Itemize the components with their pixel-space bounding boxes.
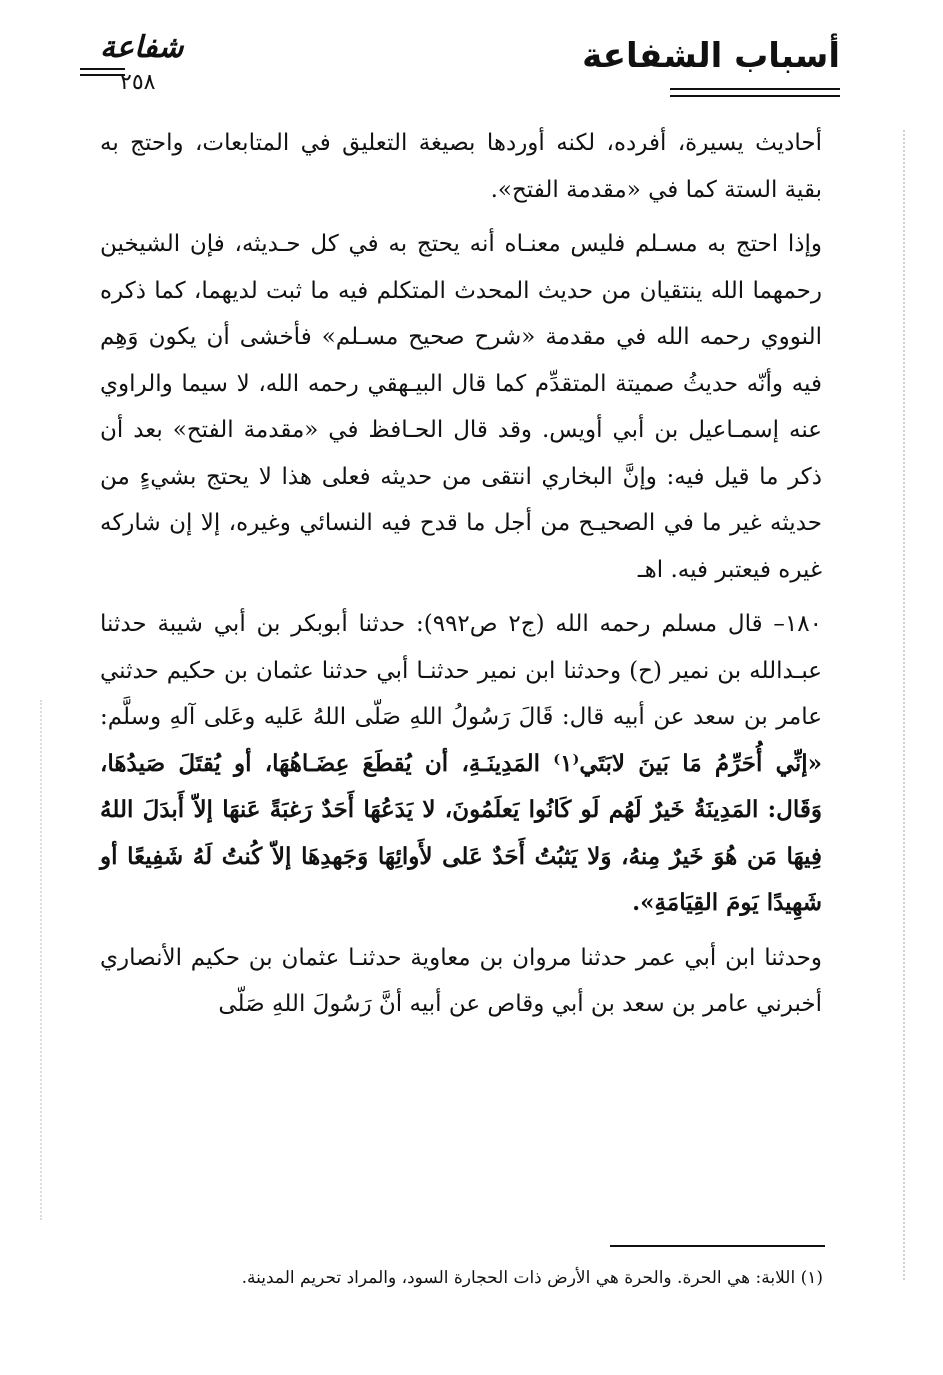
- page-number: ٢٥٨: [120, 70, 156, 95]
- paragraph-2: وإذا احتج به مسـلم فليس معنـاه أنه يحتج به في كل حـديثه، فإن الشيخين رحمهما الله ينتقيان من حديث المحدث المتكلم فيه ما ثبت لديهما، كما ذكره النووي رحمه الله في مقدمة «شرح صحيح مسـلم» فأخشى أن يكون وَهِم فيه وأنّه حديثُ صميتة المتقدِّم كما قال البيـهقي رحمه الله، لا سيما والراوي عنه إسمـاعيل بن أبي أويس. وقد قال الحـافظ في «مقدمة الفتح» بعد أن ذكر ما قيل فيه: وإنَّ البخاري انتقى من حديثه فعلى هذا لا يحتج بشيءٍ من حديثه غير ما في الصحيـح من أجل ما قدح فيه النسائي وغيره، إلا إن شاركه غيره فيعتبر فيه. اهـ: [100, 231, 822, 583]
- logo-tail-line: [80, 68, 125, 70]
- hadith-quote: «إنِّي أُحَرِّمُ مَا بَينَ لابَتَي⁽١⁾ المَدِينَـةِ، أن يُقطَعَ عِضَـاهُهَا، أو يُقتَلَ صَيدُهَا، وَقَال: المَدِينَةُ خَيرٌ لَهُم لَو كَانُوا يَعلَمُونَ، لا يَدَعُهَا أَحَدٌ رَغبَةً عَنهَا إلاّ أَبدَلَ اللهُ فِيهَا مَن هُوَ خَيرٌ مِنهُ، وَلا يَثبُتُ أَحَدٌ عَلى لأَوائِهَا وَجَهدِهَا إلاّ كُنتُ لَهُ شَفِيعًا أو شَهِيدًا يَومَ القِيَامَةِ».: [100, 749, 822, 916]
- paragraph-4: وحدثنا ابن أبي عمر حدثنا مروان بن معاوية حدثنـا عثمان بن حكيم الأنصاري أخبرني عامر بن سعد بن أبي وقاص عن أبيه أنَّ رَسُولَ اللهِ صَلّى: [100, 944, 822, 1017]
- hadith-isnad: ١٨٠– قال مسلم رحمه الله (ج٢ ص٩٩٢): حدثنا أبوبكر بن أبي شيبة حدثنا عبـدالله بن نمير (ح) وحدثنا ابن نمير حدثنـا أبي حدثنا عثمان بن حكيم حدثني عامر بن سعد عن أبيه قال: قَالَ رَسُولُ اللهِ صَلّى اللهُ عَليه وعَلى آلهِ وسلَّم:: [100, 611, 822, 730]
- series-logo: شفاعة: [100, 30, 184, 65]
- hadith-paragraph: [100, 601, 822, 927]
- logo-tail-line-2: [80, 74, 125, 76]
- main-text: [100, 120, 822, 1028]
- footnote: (١) اللابة: هي الحرة. والحرة هي الأرض ذات الحجارة السود، والمراد تحريم المدينة.: [241, 1268, 823, 1288]
- paragraph-1: أحاديث يسيرة، أفرده، لكنه أوردها بصيغة التعليق في المتابعات، واحتج به بقية الستة كما في «مقدمة الفتح».: [100, 130, 822, 203]
- footnote-separator: [610, 1245, 825, 1247]
- scan-margin-dots: [901, 130, 905, 1280]
- scan-margin-dots-left: [40, 700, 44, 1220]
- page-header: [100, 30, 840, 110]
- title-underline: [670, 88, 840, 97]
- book-title: أسباب الشفاعة: [582, 36, 840, 76]
